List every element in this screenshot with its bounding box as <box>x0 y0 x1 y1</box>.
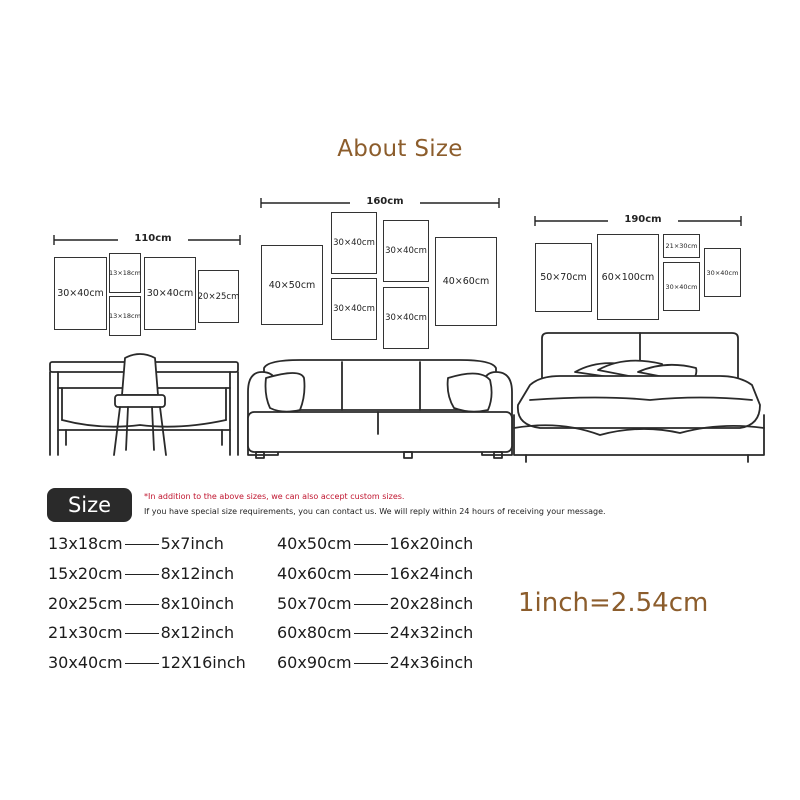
size-row <box>277 653 473 672</box>
size-row <box>277 564 473 583</box>
dimension-label: 190cm <box>608 214 678 225</box>
dash-separator <box>354 633 388 634</box>
frame: 30×40cm <box>331 212 377 274</box>
size-row <box>277 534 473 553</box>
frame: 30×40cm <box>144 257 196 330</box>
frame: 30×40cm <box>383 287 429 349</box>
page-title: About Size <box>337 136 463 162</box>
size-row <box>48 653 246 672</box>
dash-separator <box>354 574 388 575</box>
frame: 20×25cm <box>198 270 239 323</box>
bed-icon <box>514 333 764 462</box>
dash-separator <box>125 544 159 545</box>
size-inch: 20x28inch <box>389 594 474 613</box>
frame: 30×40cm <box>54 257 107 330</box>
frame: 60×100cm <box>597 234 659 320</box>
sofa-icon <box>248 360 512 458</box>
frame: 40×60cm <box>435 237 497 326</box>
frame: 21×30cm <box>663 234 700 258</box>
size-inch: 12X16inch <box>160 653 246 672</box>
dash-separator <box>354 544 388 545</box>
frame: 30×40cm <box>663 262 700 311</box>
frame: 40×50cm <box>261 245 323 325</box>
frame: 13×18cm <box>109 296 141 336</box>
dash-separator <box>125 663 159 664</box>
size-inch: 24x36inch <box>389 653 474 672</box>
size-inch: 8x12inch <box>160 564 235 583</box>
frame: 13×18cm <box>109 253 141 293</box>
dash-separator <box>125 604 159 605</box>
custom-size-note: *In addition to the above sizes, we can also accept custom sizes. <box>144 492 405 501</box>
contact-note: If you have special size requirements, you can contact us. We will reply within 24 hours of receiving your message. <box>144 507 606 516</box>
size-row <box>48 623 234 642</box>
size-inch: 8x12inch <box>160 623 235 642</box>
dimension-label: 110cm <box>118 233 188 244</box>
size-cm: 20x25cm <box>48 594 123 613</box>
frame: 50×70cm <box>535 243 592 312</box>
size-inch: 16x20inch <box>389 534 474 553</box>
size-cm: 13x18cm <box>48 534 123 553</box>
size-badge: Size <box>47 488 132 522</box>
dimension-label: 160cm <box>350 196 420 207</box>
size-cm: 60x80cm <box>277 623 352 642</box>
size-cm: 50x70cm <box>277 594 352 613</box>
size-cm: 40x60cm <box>277 564 352 583</box>
size-cm: 30x40cm <box>48 653 123 672</box>
dash-separator <box>354 604 388 605</box>
size-row <box>277 623 473 642</box>
frame: 30×40cm <box>331 278 377 340</box>
size-inch: 24x32inch <box>389 623 474 642</box>
size-inch: 5x7inch <box>160 534 224 553</box>
dash-separator <box>354 663 388 664</box>
size-cm: 15x20cm <box>48 564 123 583</box>
size-row <box>277 594 473 613</box>
size-cm: 60x90cm <box>277 653 352 672</box>
size-row <box>48 594 234 613</box>
size-cm: 40x50cm <box>277 534 352 553</box>
size-inch: 8x10inch <box>160 594 235 613</box>
inch-conversion: 1inch=2.54cm <box>518 588 709 618</box>
frame: 30×40cm <box>704 248 741 297</box>
size-row <box>48 534 224 553</box>
size-inch: 16x24inch <box>389 564 474 583</box>
dash-separator <box>125 574 159 575</box>
chair-icon <box>114 354 166 455</box>
dash-separator <box>125 633 159 634</box>
frame: 30×40cm <box>383 220 429 282</box>
size-cm: 21x30cm <box>48 623 123 642</box>
size-row <box>48 564 234 583</box>
